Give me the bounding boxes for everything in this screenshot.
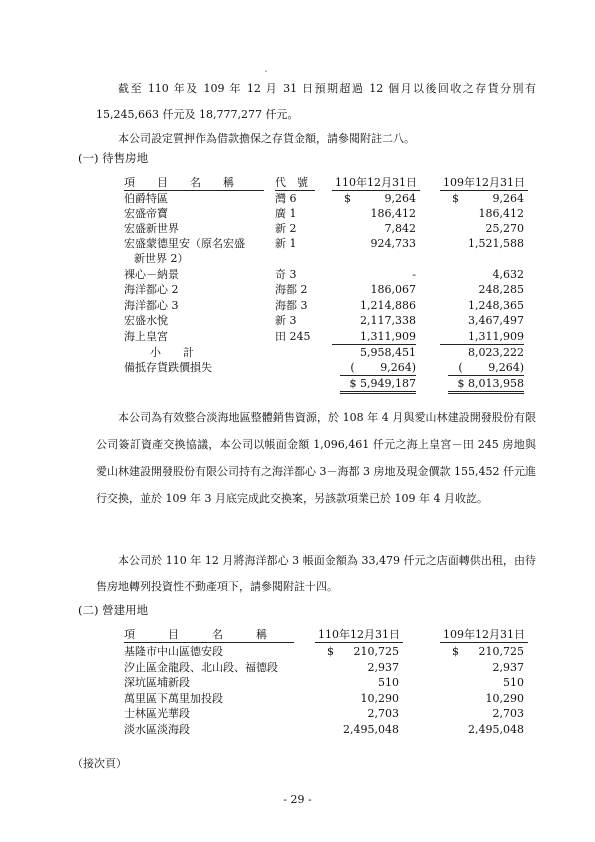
table-row xyxy=(0,236,595,265)
table-row xyxy=(0,644,595,659)
property-name: 宏盛水悅 xyxy=(124,314,168,327)
currency-110: $ xyxy=(344,192,351,205)
table-row xyxy=(0,722,595,737)
subtotal-110: 5,958,451 xyxy=(360,346,416,359)
table-row xyxy=(0,221,595,236)
section-2-title: (二) 營建用地 xyxy=(78,603,149,617)
land-name: 淡水區淡海段 xyxy=(124,722,190,736)
asset-exchange-paragraph: 本公司為有效整合淡海地區整體銷售資源，於 108 年 4 月與愛山林建設開發股份有限公司簽訂資產交換協議，本公司以帳面金額 1,096,461 仟元之海上皇宮－田 245 房地與愛山林建設開發股份有限公司持有之海洋都心 3－海都 3 房地及現金價款 155,452 仟元進行交換，並於 109 年 3 月底完成此交換案，另該款項業已於 109 年 4 月收訖。 xyxy=(96,411,536,505)
value-109: 25,270 xyxy=(485,222,524,235)
property-code: 灣 6 xyxy=(275,192,297,205)
value-110: 2,117,338 xyxy=(360,314,416,327)
header-109: 109年12月31日 xyxy=(440,175,528,191)
value-109: 1,248,365 xyxy=(468,299,524,312)
value-109: 248,285 xyxy=(478,283,524,296)
value-109: 210,725 xyxy=(478,645,524,658)
property-code: 新 3 xyxy=(275,314,297,327)
table-row xyxy=(0,691,595,706)
table-row xyxy=(0,298,595,313)
property-code: 奇 3 xyxy=(275,268,297,281)
currency-110: $ xyxy=(327,645,334,658)
property-name: 宏盛新世界 xyxy=(124,222,179,235)
header-item: 項 目 名 稱 xyxy=(124,175,264,191)
header-item: 項 目 名 稱 xyxy=(124,627,294,643)
value-110: 1,214,886 xyxy=(360,299,416,312)
value-109: 1,521,588 xyxy=(468,237,524,250)
value-109: 186,412 xyxy=(478,207,524,220)
property-code: 廣 1 xyxy=(275,207,297,220)
property-code: 田 245 xyxy=(275,330,311,343)
header-110: 110年12月31日 xyxy=(332,175,420,191)
table-row xyxy=(0,329,595,344)
total-109: $ 8,013,958 xyxy=(448,376,524,394)
value-110: 10,290 xyxy=(360,691,399,705)
table-row xyxy=(0,206,595,221)
value-110: 2,495,048 xyxy=(343,722,399,736)
continued-note: （接次頁） xyxy=(72,757,127,770)
property-name: 海洋都心 3 xyxy=(124,299,179,312)
value-110: 1,311,909 xyxy=(332,329,416,345)
value-110: 186,067 xyxy=(370,283,416,296)
value-110: 7,842 xyxy=(384,222,416,235)
property-name: 裸心－納景 xyxy=(124,268,179,281)
table-header xyxy=(0,627,595,642)
total-110: $ 5,949,187 xyxy=(340,376,416,394)
section-1-title: (一) 待售房地 xyxy=(78,151,149,165)
rental-transfer-paragraph: 本公司於 110 年 12 月將海洋都心 3 帳面金額為 33,479 仟元之店面轉供出租，由待售房地轉列投資性不動產項下，請參閱附註十四。 xyxy=(96,554,536,593)
subtotal-109: 8,023,222 xyxy=(468,346,524,359)
value-109: 2,937 xyxy=(492,660,524,674)
currency-109: $ xyxy=(452,192,459,205)
value-109: 9,264 xyxy=(492,192,524,205)
property-name: 海洋都心 2 xyxy=(124,283,179,296)
value-110: 9,264 xyxy=(384,192,416,205)
value-109: 510 xyxy=(503,676,524,689)
land-name: 汐止區金龍段、北山段、福德段 xyxy=(124,660,278,674)
property-code: 海都 3 xyxy=(275,299,308,312)
land-name: 萬里區下萬里加投段 xyxy=(124,691,223,705)
value-109: 3,467,497 xyxy=(468,314,524,327)
page-number: - 29 - xyxy=(283,793,312,806)
table-row xyxy=(0,675,595,690)
property-code: 海都 2 xyxy=(275,283,308,296)
value-110: - xyxy=(412,268,416,281)
table-row xyxy=(0,282,595,297)
land-name: 深坑區埔新段 xyxy=(124,676,190,689)
value-109: 1,311,909 xyxy=(440,329,524,345)
currency-109: $ xyxy=(452,645,459,658)
land-name: 基隆市中山區德安段 xyxy=(124,645,223,658)
header-109: 109年12月31日 xyxy=(440,627,528,643)
land-name: 士林區光華段 xyxy=(124,707,190,720)
allowance-110: ( 9,264) xyxy=(340,360,416,376)
subtotal-label: 小 計 xyxy=(150,346,194,359)
allowance-row xyxy=(0,360,595,375)
allowance-label: 備抵存貨跌價損失 xyxy=(124,361,212,374)
property-name: 宏盛帝寶 xyxy=(124,207,168,220)
property-code: 新 2 xyxy=(275,222,297,235)
header-110: 110年12月31日 xyxy=(315,627,403,643)
total-row xyxy=(0,376,595,391)
value-109: 2,703 xyxy=(492,707,524,720)
subtotal-row xyxy=(0,345,595,360)
value-109: 10,290 xyxy=(485,691,524,705)
property-name: 伯爵特區 xyxy=(124,192,168,205)
table-row xyxy=(0,267,595,282)
value-109: 4,632 xyxy=(492,268,524,281)
table-row xyxy=(0,706,595,721)
value-110: 510 xyxy=(378,676,399,689)
allowance-109: ( 9,264) xyxy=(448,360,524,376)
header-code: 代 號 xyxy=(275,175,315,191)
table-row xyxy=(0,660,595,675)
property-name: 宏盛蒙德里安（原名宏盛 xyxy=(124,237,245,250)
table-header xyxy=(0,175,595,190)
value-110: 186,412 xyxy=(370,207,416,220)
property-name-cont: 新世界 2） xyxy=(134,252,189,265)
intro-paragraph-1: 截至 110 年及 109 年 12 月 31 日預期超過 12 個月以後回收之存貨分別有 15,245,663 仟元及 18,777,277 仟元。 xyxy=(96,82,536,121)
value-110: 2,703 xyxy=(367,707,399,720)
value-110: 924,733 xyxy=(370,237,416,250)
intro-paragraph-2: 本公司設定質押作為借款擔保之存貨金額，請參閱附註二八。 xyxy=(118,132,415,145)
value-110: 210,725 xyxy=(353,645,399,658)
table-row xyxy=(0,313,595,328)
corner-mark: ・ xyxy=(262,67,270,76)
table-row xyxy=(0,191,595,206)
value-109: 2,495,048 xyxy=(468,722,524,736)
property-name: 海上皇宮 xyxy=(124,330,168,343)
property-code: 新 1 xyxy=(275,237,297,250)
value-110: 2,937 xyxy=(367,660,399,674)
